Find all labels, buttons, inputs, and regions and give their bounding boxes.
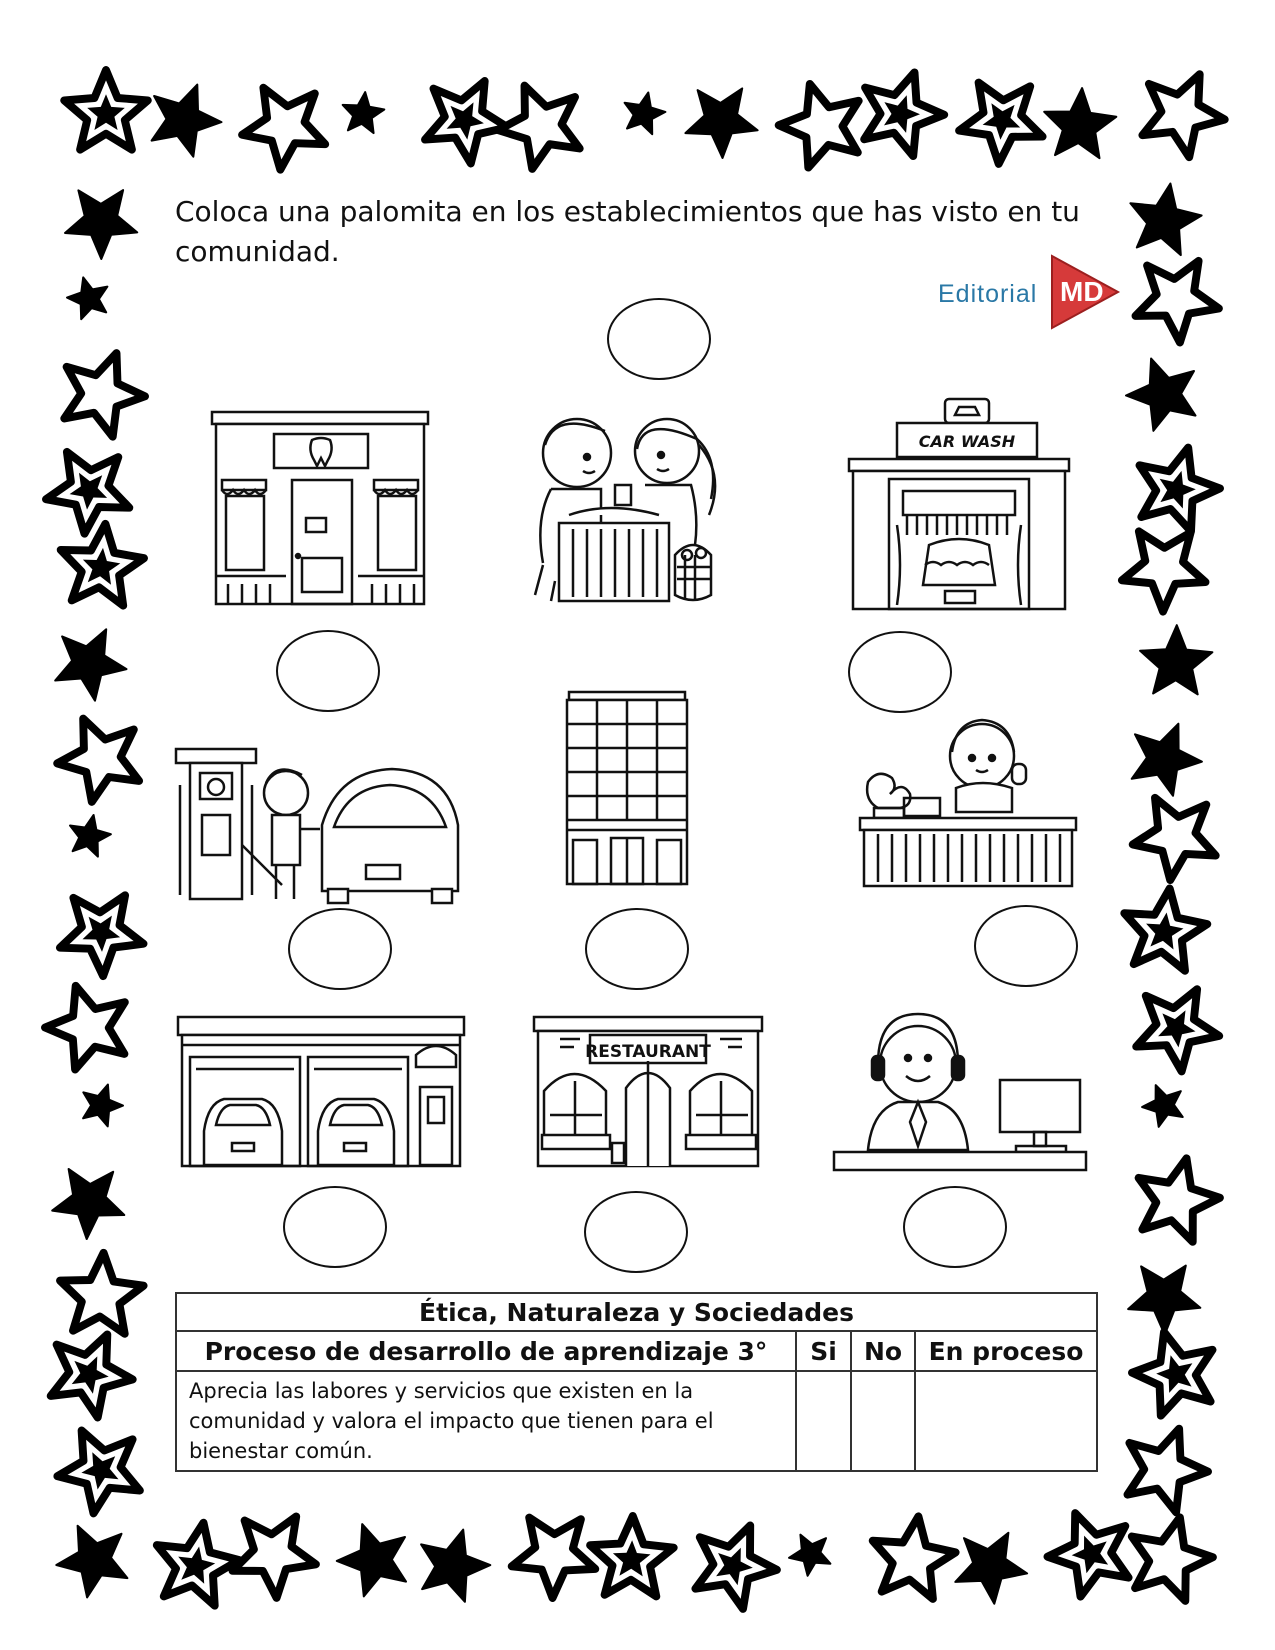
check-oval-garage[interactable] [283, 1186, 387, 1268]
star-icon [60, 895, 144, 976]
garage-icon [178, 1017, 464, 1166]
star-icon [1140, 625, 1212, 694]
star-icon [64, 70, 148, 150]
dental-office-illustration [208, 408, 432, 608]
star-icon [337, 1524, 406, 1596]
star-icon [1142, 74, 1224, 157]
star-icon [1132, 1517, 1213, 1601]
market-stall-illustration [515, 405, 735, 610]
reception-desk-illustration [852, 712, 1080, 892]
restaurant-sign: RESTAURANT [585, 1042, 711, 1062]
star-icon [157, 1523, 239, 1606]
star-icon [1128, 1429, 1209, 1513]
star-icon [789, 1535, 830, 1576]
star-icon [955, 1533, 1027, 1604]
restaurant-illustration [530, 1015, 766, 1170]
star-icon [1132, 724, 1202, 796]
header-si: Si [796, 1331, 851, 1371]
row-description: Aprecia las labores y servicios que existen en la comunidad y valora el impacto que tienen para el bienestar común. [176, 1371, 796, 1471]
header-en-proceso: En proceso [915, 1331, 1097, 1371]
star-icon [57, 1431, 139, 1514]
table-title: Ética, Naturaleza y Sociedades [176, 1293, 1097, 1331]
star-icon [61, 524, 144, 606]
star-icon [51, 1334, 133, 1417]
market-icon [535, 419, 715, 601]
car-wash-sign: CAR WASH [918, 432, 1016, 451]
star-icon [1128, 1266, 1200, 1335]
cell-si[interactable] [796, 1371, 851, 1471]
star-icon [1124, 889, 1207, 971]
gas-station-illustration [176, 745, 466, 905]
star-icon [873, 1516, 956, 1599]
star-icon [1044, 88, 1116, 158]
star-icon [45, 986, 125, 1070]
star-icon [512, 1518, 596, 1598]
star-icon [67, 277, 107, 319]
star-icon [590, 1516, 674, 1596]
car-wash-illustration [845, 395, 1075, 615]
star-icon [959, 83, 1043, 164]
instruction-text: Coloca una palomita en los establecimientos que has visto en tu comunidad. [175, 195, 1080, 268]
receptionist-icon [860, 720, 1076, 886]
star-icon [685, 88, 757, 158]
star-icon [46, 452, 129, 534]
star-icon [55, 629, 126, 700]
car-garage-illustration [176, 1015, 466, 1170]
star-icon [60, 1253, 144, 1334]
check-oval-market[interactable] [607, 298, 711, 380]
star-icon [1140, 448, 1221, 532]
star-icon [864, 72, 944, 156]
star-icon [1048, 1513, 1129, 1597]
star-icon [343, 92, 385, 133]
check-oval-restaurant[interactable] [584, 1191, 688, 1273]
logo-text: Editorial [938, 280, 1038, 308]
call-center-illustration [828, 1010, 1092, 1175]
star-icon [64, 353, 145, 437]
star-icon [425, 81, 508, 164]
star-icon [1142, 1085, 1183, 1127]
logo-mark-text: MD [1060, 276, 1104, 307]
apartment-building-illustration [563, 690, 691, 888]
building-icon [567, 692, 687, 884]
check-oval-carwash[interactable] [848, 631, 952, 713]
star-icon [56, 1526, 127, 1598]
table-row [176, 1371, 1097, 1471]
star-icon [1132, 1332, 1213, 1416]
check-oval-call-center[interactable] [903, 1186, 1007, 1268]
star-icon [242, 88, 325, 170]
star-icon [233, 1517, 316, 1598]
star-icon [421, 1530, 490, 1602]
star-icon [52, 1169, 124, 1239]
star-icon [695, 1526, 777, 1609]
header-no: No [851, 1331, 915, 1371]
star-icon [1126, 359, 1196, 431]
star-icon [65, 190, 137, 259]
check-oval-gas-station[interactable] [288, 908, 392, 990]
check-oval-dental[interactable] [276, 630, 380, 712]
star-icon [70, 815, 111, 857]
star-icon [152, 85, 222, 157]
star-icon [625, 93, 666, 135]
star-icon [498, 86, 580, 169]
star-icon [1133, 798, 1216, 880]
editorial-logo [938, 252, 1118, 332]
star-icon [57, 719, 139, 802]
check-oval-reception[interactable] [974, 905, 1078, 987]
star-icon [83, 1085, 123, 1127]
header-process: Proceso de desarrollo de aprendizaje 3° [176, 1331, 796, 1371]
check-oval-building[interactable] [585, 908, 689, 990]
star-icon [1130, 184, 1201, 256]
headset-operator-icon [834, 1014, 1086, 1170]
star-icon [1122, 531, 1206, 611]
evaluation-table [175, 1292, 1098, 1472]
star-icon [1136, 989, 1219, 1071]
cell-en-proceso[interactable] [915, 1371, 1097, 1471]
fuel-pump-icon [176, 749, 282, 899]
star-icon [1139, 1158, 1220, 1242]
star-icon [1136, 261, 1219, 343]
cell-no[interactable] [851, 1371, 915, 1471]
star-icon [779, 84, 859, 168]
